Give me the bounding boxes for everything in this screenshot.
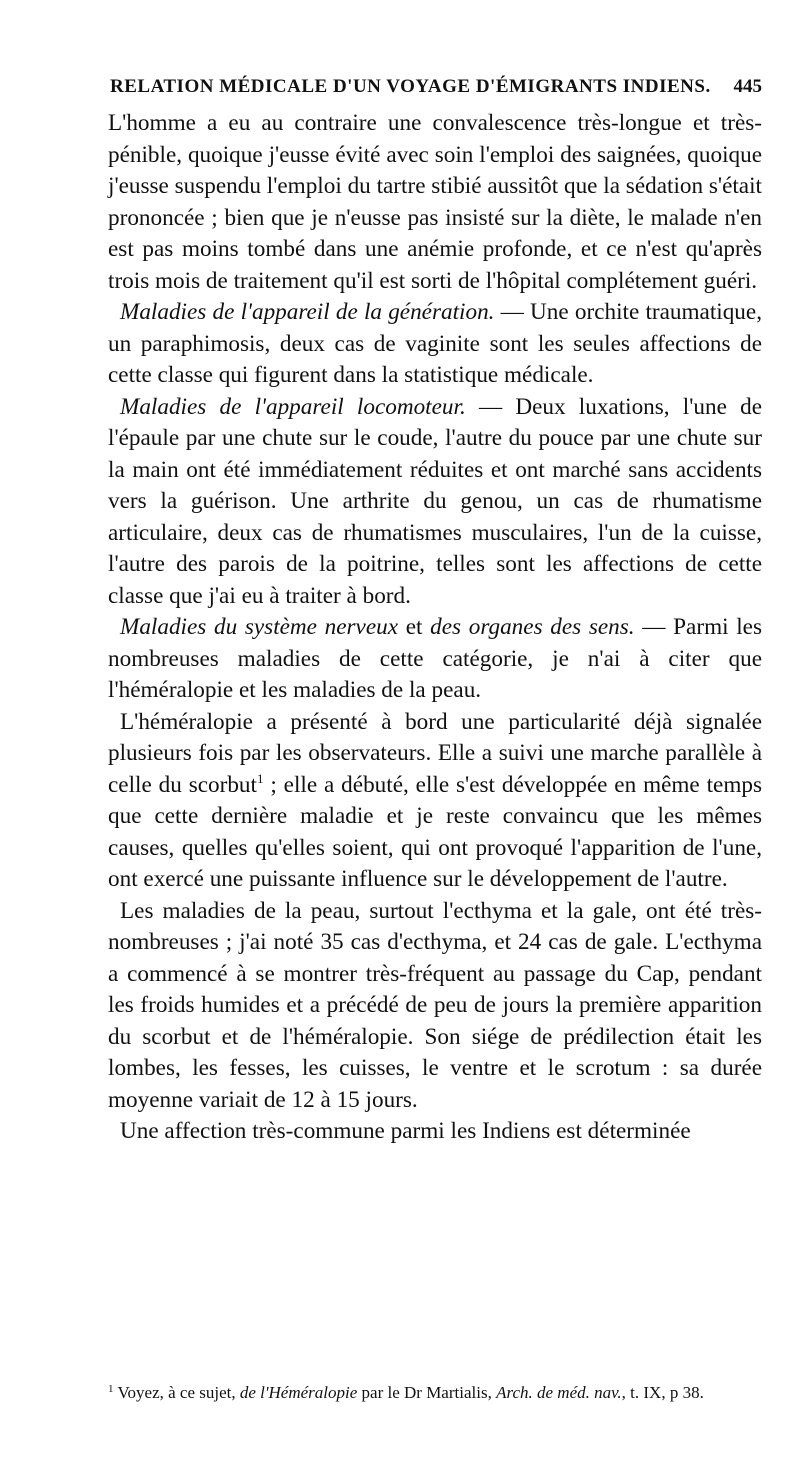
paragraph-convalescence [108, 108, 762, 297]
running-header [110, 76, 762, 98]
paragraph-locomoteur [108, 392, 762, 613]
footnote-text: , t. IX, p 38. [621, 1383, 704, 1402]
footnote-journal: Arch. de méd. nav. [496, 1383, 622, 1402]
footnote-text: par le Dr Martialis, [357, 1383, 497, 1402]
paragraph-text: — Une orchite traumatique, un paraphimosis, deux cas de vaginite sont les seules affections de cette classe qui figurent dans la statistique médicale. [108, 299, 762, 388]
paragraph-text: — Parmi les nombreuses maladies de cette catégorie, je n'ai à citer que l'héméralopie et les maladies de la peau. [108, 614, 762, 703]
paragraph-nerveux [108, 612, 762, 707]
paragraph-affection [108, 1116, 762, 1148]
footnote-mark: 1 [108, 1383, 114, 1395]
footnote-reference[interactable]: 1 [256, 770, 264, 786]
paragraph-text: ; elle a débuté, elle s'est développée en même temps que cette dernière maladie et je reste convaincu que les mêmes causes, quelles qu'elles soient, qui ont provoqué l'apparition de l'une, ont exercé une puissante influence sur le développement de l'autre. [108, 771, 762, 892]
paragraph-hemeralopie [108, 707, 762, 896]
paragraph-text: Une affection très-commune parmi les Indiens est déterminée [120, 1118, 691, 1144]
section-title-locomoteur: Maladies de l'appareil locomoteur. [120, 393, 466, 420]
section-title-generation: Maladies de l'appareil de la génération. [120, 299, 495, 325]
footnote-title: de l'Héméralopie [239, 1383, 358, 1402]
paragraph-peau [108, 896, 762, 1117]
section-title-nerveux: Maladies du système nerveux [120, 614, 399, 640]
footnote-text: Voyez, à ce sujet, [113, 1383, 240, 1402]
body-text [108, 108, 762, 1148]
paragraph-generation [108, 297, 762, 392]
paragraph-text: L'héméralopie a présenté à bord une particularité déjà signalée plusieurs fois par les observateurs. Elle a suivi une marche parallèle à celle du scorbut [108, 708, 762, 798]
conjunction: et [398, 614, 431, 640]
running-title: RELATION MÉDICALE D'UN VOYAGE D'ÉMIGRANTS INDIENS. [110, 76, 711, 97]
paragraph-text: L'homme a eu au contraire une convalescence très-longue et très-pénible, quoique j'eusse évité avec soin l'emploi des saignées, quoique j'eusse suspendu l'emploi du tartre stibié aussitôt que la sédation s'était prononcée ; bien que je n'eusse pas insisté sur la diète, le malade n'en est pas moins tombé dans une anémie profonde, et ce n'est qu'après trois mois de traitement qu'il est sorti de l'hôpital complétement guéri. [108, 110, 762, 294]
paragraph-text: — Deux luxations, l'une de l'épaule par une chute sur le coude, l'autre du pouce par une chute sur la main ont été immédiatement réduites et ont marché sans accidents vers la guérison. Une arthrite du genou, un cas de rhumatisme articulaire, deux cas de rhumatismes musculaires, l'un de la cuisse, l'autre des parois de la poitrine, telles sont les affections de cette classe que j'ai eu à traiter à bord. [108, 393, 762, 609]
paragraph-text: Les maladies de la peau, surtout l'ecthyma et la gale, ont été très-nombreuses ; j'ai noté 35 cas d'ecthyma, et 24 cas de gale. L'ecthyma a commencé à se montrer très-fréquent au passage du Cap, pendant les froids humides et a précédé de peu de jours la première apparition du scorbut et de l'héméralopie. Son siége de prédilection était les lombes, les fesses, les cuisses, le ventre et le scrotum : sa durée moyenne variait de 12 à 15 jours. [108, 897, 762, 1113]
page-number: 445 [733, 76, 762, 97]
footnote [108, 1382, 762, 1404]
section-title-sens: des organes des sens. [430, 614, 635, 640]
